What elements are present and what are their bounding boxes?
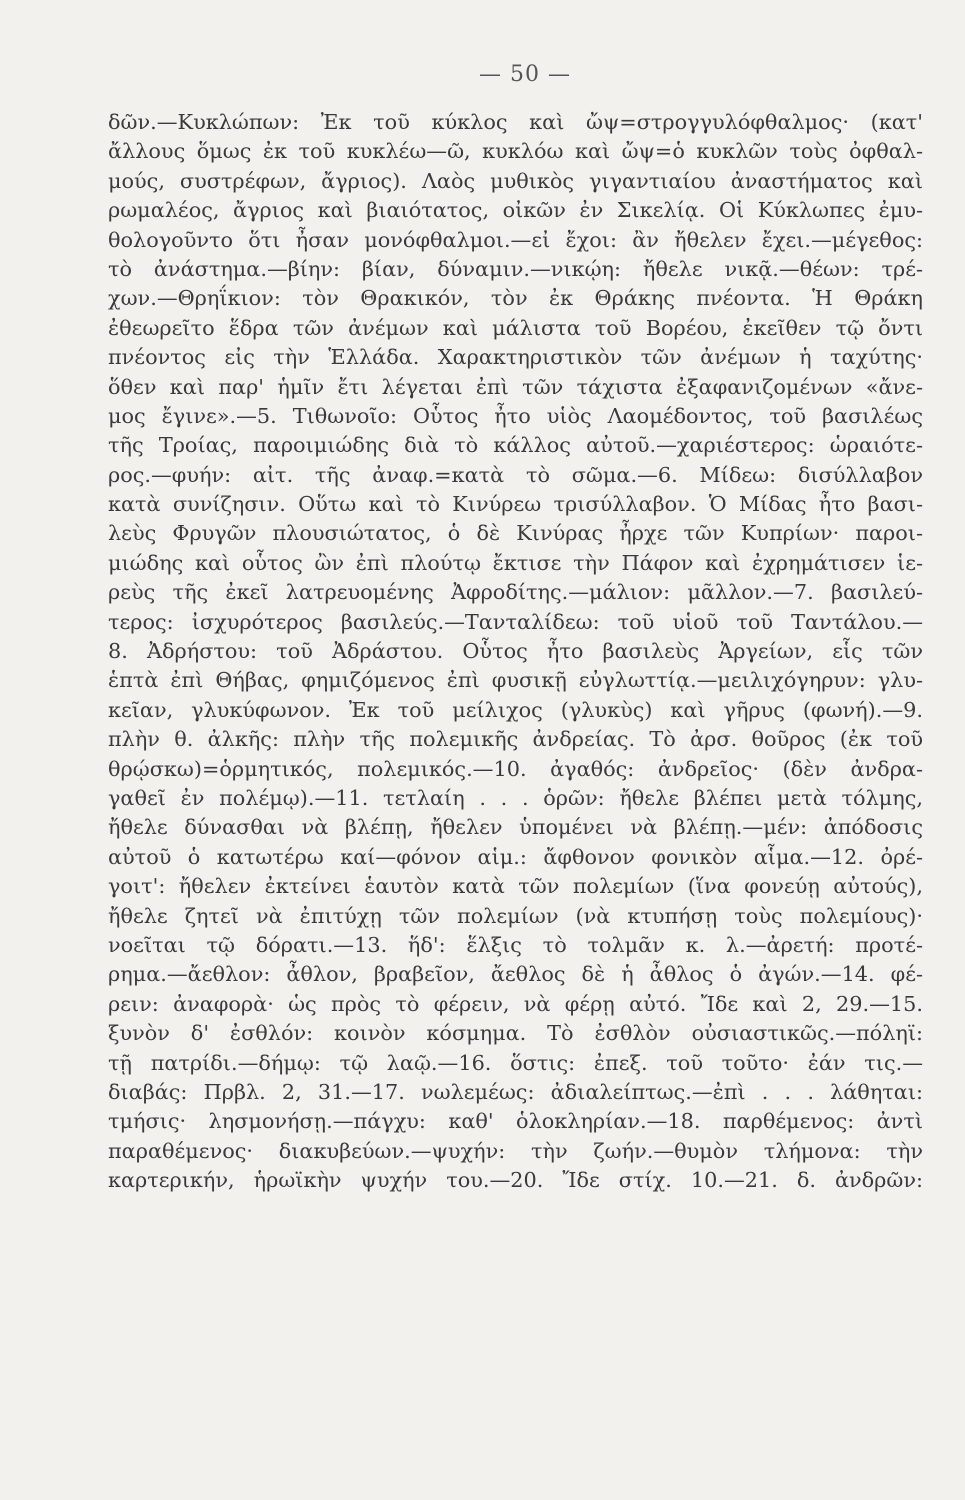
text-line: θρῴσκω)=ὁρμητικός, πολεμικός.—10. ἀγαθός: ἀνδρεῖος· (δὲν ἀνδρα-	[108, 756, 923, 781]
text-line: ἐθεωρεῖτο ἕδρα τῶν ἀνέμων καὶ μάλιστα τοῦ Βορέου, ἐκεῖθεν τῷ ὄντι	[108, 315, 923, 340]
text-line: γαθεῖ ἐν πολέμῳ).—11. τετλαίη . . . ὁρῶν: ἤθελε βλέπει μετὰ τόλμης,	[108, 785, 923, 810]
text-line: ξυνὸν δ' ἐσθλόν: κοινὸν κόσμημα. Τὸ ἐσθλὸν οὐσιαστικῶς.—πόληϊ:	[108, 1021, 923, 1046]
text-line: μος ἔγινε».—5. Τιθωνοῖο: Οὗτος ἦτο υἱὸς Λαομέδοντος, τοῦ βασιλέως	[108, 403, 923, 428]
text-line: τὸ ἀνάστημα.—βίην: βίαν, δύναμιν.—νικῴη: ἤθελε νικᾷ.—θέων: τρέ-	[108, 256, 923, 281]
text-line: ρος.—φυήν: αἰτ. τῆς ἀναφ.=κατὰ τὸ σῶμα.—6. Μίδεω: δισύλλαβον	[108, 462, 923, 487]
text-line: καρτερικήν, ἡρωϊκὴν ψυχήν του.—20. Ἴδε στίχ. 10.—21. δ. ἀνδρῶν:	[108, 1168, 923, 1193]
text-line: δῶν.—Κυκλώπων: Ἐκ τοῦ κύκλος καὶ ὤψ=στρογγυλόφθαλμος· (κατ'	[108, 110, 923, 134]
text-line: 8. Ἀδρήστου: τοῦ Ἀδράστου. Οὗτος ἦτο βασιλεὺς Ἀργείων, εἷς τῶν	[108, 639, 923, 664]
text-line: ὅθεν καὶ παρ' ἡμῖν ἔτι λέγεται ἐπὶ τῶν τάχιστα ἐξαφανιζομένων «ἄνε-	[108, 374, 923, 399]
text-line: ἤθελε ζητεῖ νὰ ἐπιτύχῃ τῶν πολεμίων (νὰ κτυπήσῃ τοὺς πολεμίους)·	[108, 903, 923, 928]
text-line: ἤθελε δύνασθαι νὰ βλέπῃ, ἤθελεν ὑπομένει νὰ βλέπῃ.—μέν: ἀπόδοσις	[108, 815, 923, 840]
text-line: ρημα.—ἄεθλον: ἆθλον, βραβεῖον, ἄεθλος δὲ ἡ ἆθλος ὁ ἀγών.—14. φέ-	[108, 962, 923, 987]
text-line: παραθέμενος· διακυβεύων.—ψυχήν: τὴν ζωήν.—θυμὸν τλήμονα: τὴν	[108, 1138, 923, 1163]
text-line: ρειν: ἀναφορὰ· ὡς πρὸς τὸ φέρειν, νὰ φέρῃ αὐτό. Ἴδε καὶ 2, 29.—15.	[108, 991, 923, 1016]
text-line: διαβάς: Πρβλ. 2, 31.—17. νωλεμέως: ἀδιαλείπτως.—ἐπὶ . . . λάθηται:	[108, 1079, 923, 1104]
text-line: ἄλλους ὅμως ἐκ τοῦ κυκλέω—ῶ, κυκλόω καὶ ὤψ=ὁ κυκλῶν τοὺς ὀφθαλ-	[108, 139, 923, 164]
text-line: τῆς Τροίας, παροιμιώδης διὰ τὸ κάλλος αὐτοῦ.—χαριέστερος: ὡραιότε-	[108, 433, 923, 458]
text-line: μούς, συστρέφων, ἄγριος). Λαὸς μυθικὸς γιγαντιαίου ἀναστήματος καὶ	[108, 168, 923, 193]
text-line: ρωμαλέος, ἄγριος καὶ βιαιότατος, οἰκῶν ἐν Σικελίᾳ. Οἱ Κύκλωπες ἐμυ-	[108, 198, 923, 223]
text-line: ρεὺς τῆς ἐκεῖ λατρευομένης Ἀφροδίτης.—μάλιον: μᾶλλον.—7. βασιλεύ-	[108, 580, 923, 605]
text-line: τμήσις· λησμονήσῃ.—πάγχυ: καθ' ὁλοκληρίαν.—18. παρθέμενος: ἀντὶ	[108, 1109, 923, 1134]
text-line: πλὴν θ. ἀλκῆς: πλὴν τῆς πολεμικῆς ἀνδρείας. Τὸ ἀρσ. θοῦρος (ἐκ τοῦ	[108, 727, 923, 752]
page-number: — 50 —	[479, 62, 571, 87]
text-line: τερος: ἰσχυρότερος βασιλεύς.—Τανταλίδεω: τοῦ υἱοῦ τοῦ Ταντάλου.—	[108, 609, 923, 634]
text-line: χων.—Θρηΐκιον: τὸν Θρακικόν, τὸν ἐκ Θράκης πνέοντα. Ἡ Θράκη	[108, 286, 923, 311]
text-line: γοιτ': ἤθελεν ἐκτείνει ἑαυτὸν κατὰ τῶν πολεμίων (ἵνα φονεύῃ αὐτούς),	[108, 874, 923, 899]
text-line: νοεῖται τῷ δόρατι.—13. ἥδ': ἕλξις τὸ τολμᾶν κ. λ.—ἀρετή: προτέ-	[108, 932, 923, 957]
text-line: κεῖαν, γλυκύφωνον. Ἐκ τοῦ μείλιχος (γλυκὺς) καὶ γῆρυς (φωνή).—9.	[108, 697, 923, 722]
text-line: λεὺς Φρυγῶν πλουσιώτατος, ὁ δὲ Κινύρας ἦρχε τῶν Κυπρίων· παροι-	[108, 521, 923, 546]
text-line: αὐτοῦ ὁ κατωτέρω καί—φόνον αἱμ.: ἄφθονον φονικὸν αἷμα.—12. ὀρέ-	[108, 844, 923, 869]
text-line: κατὰ συνίζησιν. Οὕτω καὶ τὸ Κινύρεω τρισύλλαβον. Ὁ Μίδας ἦτο βασι-	[108, 492, 923, 517]
text-line: ἑπτὰ ἐπὶ Θήβας, φημιζόμενος ἐπὶ φυσικῇ εὐγλωττίᾳ.—μειλιχόγηρυν: γλυ-	[108, 668, 923, 693]
text-line: θολογοῦντο ὅτι ἦσαν μονόφθαλμοι.—εἰ ἔχοι: ἂν ἤθελεν ἔχει.—μέγεθος:	[108, 227, 923, 252]
text-line: τῇ πατρίδι.—δήμῳ: τῷ λαῷ.—16. ὅστις: ἐπεξ. τοῦ τοῦτο· ἐάν τις.—	[108, 1050, 923, 1075]
text-line: μιώδης καὶ οὗτος ὢν ἐπὶ πλούτῳ ἔκτισε τὴν Πάφον καὶ ἐχρημάτισεν ἱε-	[108, 550, 923, 575]
commentary-text	[108, 108, 923, 1195]
text-line: πνέοντος εἰς τὴν Ἑλλάδα. Χαρακτηριστικὸν τῶν ἀνέμων ἡ ταχύτης·	[108, 345, 923, 370]
